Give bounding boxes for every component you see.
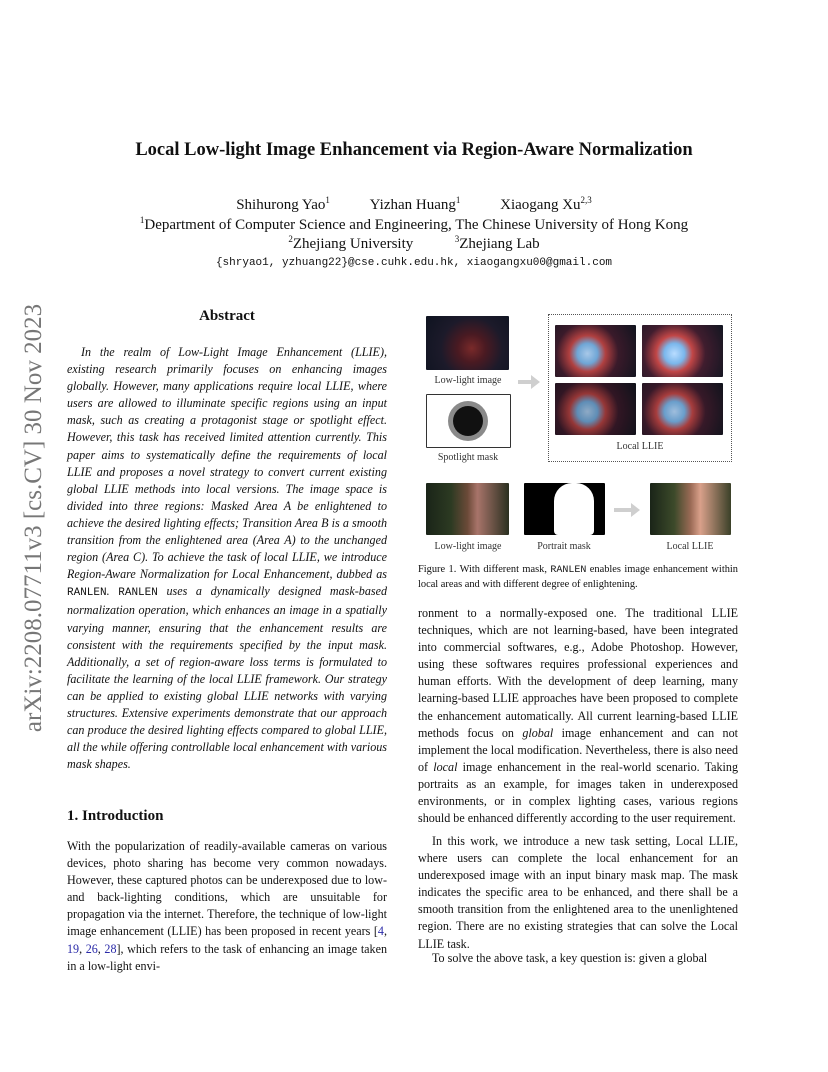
affiliation-1: $^1$Department of Computer Science and Engineering, The Chinese University of Hong Kong xyxy=(139,215,689,233)
affiliation-3: $^3$Zhejiang Lab xyxy=(454,234,540,252)
abstract-heading: Abstract xyxy=(199,308,255,324)
local-llie-result-4 xyxy=(642,383,723,435)
affiliation-2-3 xyxy=(0,234,828,253)
arxiv-stamp: arXiv:2208.07711v3 [cs.CV] 30 Nov 2023 xyxy=(20,303,47,733)
label-local-llie-2: Local LLIE xyxy=(666,541,714,552)
figure-1-caption: Figure 1. With different mask, RANLEN enables image enhancement within local areas and with different degree of enlightening. xyxy=(418,564,738,590)
section-heading-introduction: 1. Introduction xyxy=(67,808,164,824)
author-list xyxy=(0,195,828,214)
affiliation-2: $^2$Zhejiang University xyxy=(288,234,414,252)
local-llie-result-2 xyxy=(642,325,723,377)
intro-paragraph-right-1: ronment to a normally-exposed one. The traditional LLIE techniques, which are not learning-based, have been integrated into commercial softwares, e.g., Adobe Photoshop. However, using these softwares requires professional experiences and human efforts. With the development of deep learning, many learning-based LLIE approaches have been proposed to complete the enhancement automatically. All current learning-based LLIE methods focus on global image enhancement and can not implement the local modification. Nevertheless, there is also need of local image enhancement in the real-world scenario. Taking portraits as an example, for images taken in underexposed environments, or in complex lighting cases, various regions should be enhanced differently according to the user requirement. xyxy=(418,606,738,826)
figure-1 xyxy=(418,300,738,560)
label-low-light-2: Low-light image xyxy=(434,541,502,552)
intro-paragraph-right-2: In this work, we introduce a new task setting, Local LLIE, where users can complete the local enhancement for an underexposed image with an input binary mask map. The mask indicates the specific area to be enhanced, and there shall be a smooth transition from the enlightened area to the unenlightened region. There are no existing strategies that can solve the Local LLIE task. xyxy=(418,834,738,951)
arrow-icon xyxy=(614,508,632,512)
label-local-llie-1: Local LLIE xyxy=(616,441,664,452)
low-light-portrait xyxy=(426,483,509,535)
author-1: Shihurong Yao$^1$ xyxy=(236,195,330,213)
author-2: Yizhan Huang$^1$ xyxy=(369,195,461,213)
author-emails: {shryao1, yzhuang22}@cse.cuhk.edu.hk, xiaogangxu00@gmail.com xyxy=(215,257,613,269)
paper-title: Local Low-light Image Enhancement via Region-Aware Normalization xyxy=(135,140,693,160)
label-spotlight-mask: Spotlight mask xyxy=(437,452,499,463)
author-3: Xiaogang Xu$^{2,3}$ xyxy=(500,195,592,213)
intro-paragraph-1: With the popularization of readily-available cameras on various devices, photo sharing has become very common nowadays. However, these captured photos can be underexposed due to low- and back-lighting conditions, which are unsuitable for propagation via the internet. Therefore, the technique of low-light image enhancement (LLIE) has been proposed in recent years [4, 19, 26, 28], which refers to the task of enhancing an image taken in a low-light envi- xyxy=(67,839,388,973)
local-llie-result-3 xyxy=(555,383,636,435)
local-llie-panel xyxy=(548,314,732,462)
local-llie-result-1 xyxy=(555,325,636,377)
low-light-image-night xyxy=(426,316,509,370)
abstract-text: In the realm of Low-Light Image Enhancement (LLIE), existing research primarily focuses on enhancing images globally. However, many applications require local LLIE, where users are allowed to illuminate specific regions using an input mask, such as creating a protagonist stage or spotlight effect. However, this task has received limited attention currently. This paper aims to systematically define the requirements of local LLIE and proposes a novel strategy to convert current existing global LLIE methods into local versions. The image space is divided into three regions: Masked Area A be enlightened to achieve the desired lighting effects; Transition Area B is a smooth transition from the enlightened area (Area A) to the unchanged region (Area C). To achieve the task of local LLIE, we introduce Region-Aware Normalization for Local Enhancement, dubbed as RANLEN. RANLEN uses a dynamically designed mask-based normalization operation, which enhances an image in a spatially varying manner, ensuring that the enhancement results are consistent with the requirements specified by the input mask. Additionally, a set of region-aware loss terms is formulated to facilitate the learning of the local LLIE framework. Our strategy can be applied to existing global LLIE networks with varying structures. Extensive experiments demonstrate that our approach can produce the desired lighting effects compared to global LLIE, all the while offering controllable local enhancement with various mask shapes. xyxy=(67,345,387,772)
local-llie-portrait xyxy=(650,483,731,535)
portrait-mask-image xyxy=(524,483,605,535)
spotlight-mask-image xyxy=(426,394,511,448)
intro-paragraph-right-3: To solve the above task, a key question is: given a global xyxy=(432,951,708,965)
arrow-icon xyxy=(518,380,532,384)
label-portrait-mask: Portrait mask xyxy=(537,541,591,552)
label-low-light-1: Low-light image xyxy=(434,375,502,386)
